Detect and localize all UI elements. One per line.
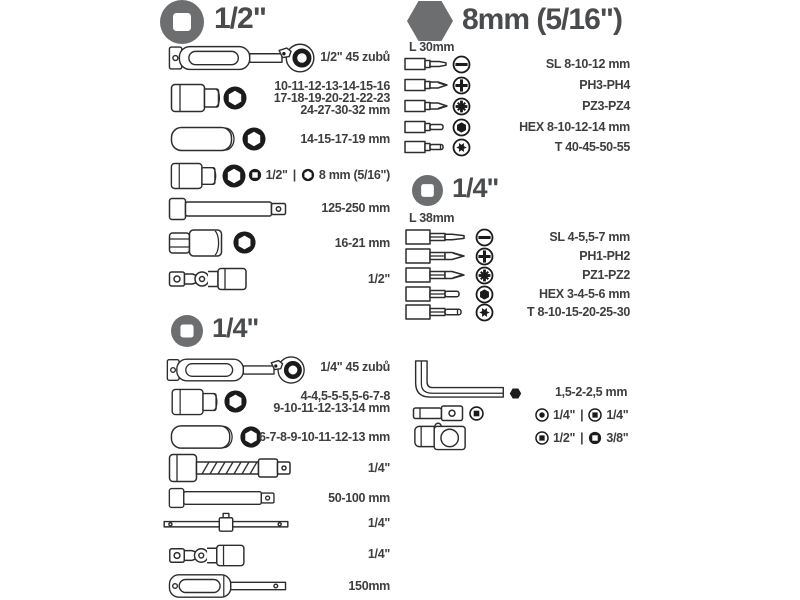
square-drive-hole-icon — [588, 431, 602, 445]
separator: | — [580, 431, 584, 445]
flexible-extension-label: 1/4" — [367, 461, 390, 475]
extension-bar-half-drawing — [168, 196, 290, 222]
slot-icon — [475, 228, 494, 247]
long-socket-half-label: 14-15-17-19 mm — [300, 132, 390, 146]
long-socket-half-drawing — [170, 126, 238, 152]
spinner-handle-label: 150mm — [348, 579, 390, 593]
bit-torx-drawing — [405, 304, 469, 320]
pozidriv-icon — [452, 97, 471, 116]
torx-icon — [475, 303, 494, 322]
bits-quarter-length-label: L 38mm — [409, 211, 455, 225]
bit-row-label: SL 4-5,5-7 mm — [549, 230, 630, 244]
adapter1-size-b: 1/4" — [606, 408, 629, 422]
socket-half-drawing — [170, 83, 224, 113]
adapter-socket-drawing — [170, 161, 220, 191]
square-drive-hole-icon — [248, 168, 262, 182]
bit-adapter-drawing — [412, 404, 464, 422]
hex-socket-ring-icon — [221, 163, 247, 189]
sparkplug-socket-label: 16-21 mm — [334, 236, 390, 250]
bit-adapter-label — [535, 408, 628, 422]
slot-icon — [452, 55, 471, 74]
drive-size-label — [248, 168, 390, 182]
hex-shank-icon — [407, 1, 453, 41]
bit-row-label: SL 8-10-12 mm — [545, 57, 630, 71]
pozidriv-icon — [475, 266, 494, 285]
adapter2-size-b: 3/8" — [606, 431, 629, 445]
bits-8mm-length-label: L 30mm — [409, 40, 455, 54]
phillips-icon — [475, 247, 494, 266]
quarter-inch-section-title: 1/4" — [212, 313, 259, 343]
bit-row-label: PH1-PH2 — [579, 249, 630, 263]
socket-half-sizes-line3: 24-27-30-32 mm — [300, 103, 390, 117]
quarter-bits-square-drive-icon — [412, 175, 443, 206]
hex-socket-ring-icon — [232, 230, 257, 255]
hex-solid-icon — [509, 387, 522, 400]
drive-adapter-label — [535, 431, 628, 445]
extension-bar-half-label: 125-250 mm — [321, 201, 390, 215]
bit-torx-drawing — [404, 140, 448, 154]
hex-drive-hole-icon — [301, 168, 315, 182]
ratchet-half-label: 1/2" 45 zubů — [320, 50, 390, 64]
spinner-handle-drawing — [164, 573, 291, 599]
bit-phillips-drawing — [404, 78, 448, 92]
separator: | — [580, 408, 584, 422]
bits-8mm-section-title: 8mm (5/16") — [462, 3, 622, 36]
phillips-icon — [452, 76, 471, 95]
bit-row-label: PH3-PH4 — [579, 78, 630, 92]
ratchet-half-drawing — [168, 39, 320, 77]
hex-icon — [475, 285, 494, 304]
torx-icon — [452, 138, 471, 157]
drive-size-a: 1/2" — [265, 168, 288, 182]
hex-icon — [452, 118, 471, 137]
bit-pozidriv-drawing — [405, 267, 469, 283]
long-socket-quarter-label: 6-7-8-9-10-11-12-13 mm — [259, 430, 390, 444]
drive-adapter-drawing — [412, 422, 468, 451]
hex-socket-ring-icon — [222, 85, 248, 111]
bits-quarter-section-title: 1/4" — [452, 173, 499, 203]
sparkplug-socket-drawing — [168, 228, 228, 258]
separator: | — [292, 168, 296, 182]
socket-half-sizes-line2: 17-18-19-20-21-22-23 — [273, 91, 390, 105]
bit-slot-drawing — [404, 57, 448, 71]
hex-socket-dot-icon — [535, 408, 549, 422]
socket-quarter-sizes-line2: 9-10-11-12-13-14 mm — [273, 401, 390, 415]
universal-joint-quarter-label: 1/4" — [367, 547, 390, 561]
adapter1-size-a: 1/4" — [553, 408, 576, 422]
drive-size-b: 8 mm (5/16") — [318, 168, 390, 182]
hex-keys-label: 1,5-2-2,5 mm — [555, 385, 628, 399]
half-inch-section-title: 1/2" — [214, 2, 266, 35]
flexible-extension-drawing — [168, 453, 292, 483]
universal-joint-quarter-drawing — [168, 540, 250, 571]
bit-row-label: PZ3-PZ4 — [582, 99, 630, 113]
bit-hex-drawing — [404, 120, 448, 134]
half-inch-square-drive-icon — [160, 0, 204, 44]
sliding-tbar-label: 1/4" — [367, 516, 390, 530]
bit-phillips-drawing — [405, 248, 469, 264]
bit-slot-drawing — [405, 229, 469, 245]
bit-hex-drawing — [405, 286, 469, 302]
ratchet-quarter-drawing — [166, 352, 310, 388]
square-drive-icon — [469, 406, 484, 421]
socket-quarter-drawing — [170, 388, 222, 416]
hex-key-drawing — [410, 359, 507, 399]
bit-row-label: T 8-10-15-20-25-30 — [527, 305, 630, 319]
ratchet-quarter-label: 1/4" 45 zubů — [320, 360, 390, 374]
hex-socket-ring-icon — [223, 389, 248, 414]
adapter2-size-a: 1/2" — [553, 431, 576, 445]
long-socket-quarter-drawing — [170, 424, 236, 450]
bit-row-label: T 40-45-50-55 — [554, 140, 630, 154]
extension-bar-quarter-drawing — [168, 486, 278, 510]
bit-row-label: HEX 3-4-5-6 mm — [539, 287, 630, 301]
extension-bar-quarter-label: 50-100 mm — [328, 491, 390, 505]
square-drive-icon — [588, 408, 602, 422]
bit-row-label: HEX 8-10-12-14 mm — [519, 120, 630, 134]
universal-joint-half-label: 1/2" — [367, 272, 390, 286]
square-drive-icon — [535, 431, 549, 445]
socket-quarter-sizes-line1: 4-4,5-5-5,5-6-7-8 — [300, 389, 390, 403]
bit-row-label: PZ1-PZ2 — [582, 268, 630, 282]
hex-socket-ring-icon — [241, 126, 267, 152]
bit-pozidriv-drawing — [404, 99, 448, 113]
universal-joint-half-drawing — [168, 263, 252, 295]
sliding-tbar-drawing — [160, 512, 292, 535]
quarter-inch-square-drive-icon — [171, 315, 203, 347]
socket-half-sizes-line1: 10-11-12-13-14-15-16 — [274, 79, 390, 93]
